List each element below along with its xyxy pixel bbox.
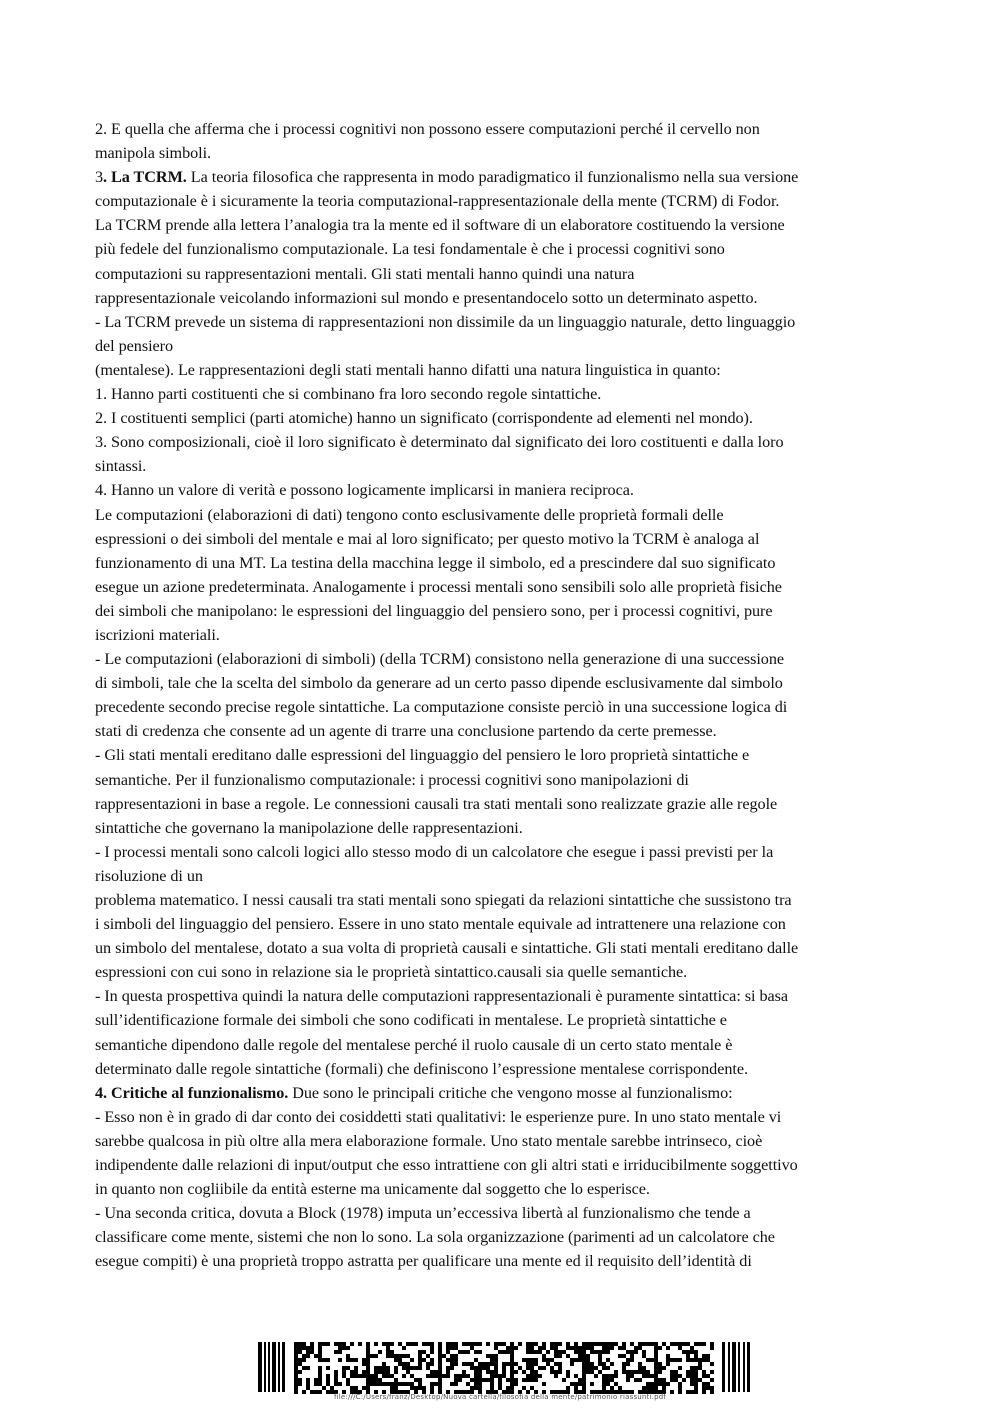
text-line: rappresentazionale veicolando informazioni sul mondo e presentandocelo sotto un determinato aspetto. bbox=[95, 288, 758, 307]
text-line: in quanto non cogliibile da entità esterne ma unicamente dal soggetto che lo esperisce. bbox=[95, 1180, 650, 1199]
barcode-graphic bbox=[258, 1340, 750, 1394]
text-line: 2. E quella che afferma che i processi cognitivi non possono essere computazioni perché il cervello non bbox=[95, 120, 760, 138]
text-line: problema matematico. I nessi causali tra stati mentali sono spiegati da relazioni sintattiche che sussistono tra bbox=[95, 891, 792, 909]
text-line: i simboli del linguaggio del pensiero. Essere in uno stato mentale equivale ad intrattenere una relazione con bbox=[95, 915, 786, 934]
text-line: funzionamento di una MT. La testina della macchina legge il simbolo, ed a prescindere dal suo significato bbox=[95, 553, 776, 572]
footer-file-path: file:///C:/Users/franz/Desktop/Nuova cartella/filosofia della mente/patrimonio riassunti.pdf bbox=[333, 1393, 667, 1401]
text-line: - Una seconda critica, dovuta a Block (1978) imputa un’eccessiva libertà al funzionalismo che tende a bbox=[95, 1204, 751, 1223]
text-line: indipendente dalle relazioni di input/output che esso intrattiene con gli altri stati e irriducibilmente soggettivo bbox=[95, 1156, 798, 1175]
section-heading: 4. Critiche al funzionalismo. bbox=[95, 1083, 289, 1102]
text-line: computazioni su rappresentazioni mentali. Gli stati mentali hanno quindi una natura bbox=[95, 264, 635, 283]
text-line: - Esso non è in grado di dar conto dei cosiddetti stati qualitativi: le esperienze pure. In uno stato mentale vi bbox=[95, 1107, 782, 1126]
text-line: espressioni con cui sono in relazione sia le proprietà sintattico.causali sia quelle semantiche. bbox=[95, 963, 688, 982]
text-line: sintassi. bbox=[95, 457, 147, 476]
text-line: 2. I costituenti semplici (parti atomiche) hanno un significato (corrispondente ad elementi nel mondo). bbox=[95, 409, 753, 428]
text-line: manipola simboli. bbox=[95, 144, 212, 163]
text-line: - Le computazioni (elaborazioni di simboli) (della TCRM) consistono nella generazione di una successione bbox=[95, 650, 785, 669]
barcode-image bbox=[258, 1340, 750, 1394]
text-line: precedente secondo precise regole sintattiche. La computazione consiste perciò in una successione logica di bbox=[95, 698, 788, 717]
text-line: dei simboli che manipolano: le espressioni del linguaggio del pensiero sono, per i processi cognitivi, pure bbox=[95, 601, 773, 620]
text-line: determinato dalle regole sintattiche (formali) che definiscono l’espressione mentalese corrispondente. bbox=[95, 1059, 748, 1078]
text-line: La TCRM prende alla lettera l’analogia tra la mente ed il software di un elaboratore costituendo la versione bbox=[95, 216, 785, 235]
text-line: - La TCRM prevede un sistema di rappresentazioni non dissimile da un linguaggio naturale, detto linguaggio bbox=[95, 312, 796, 331]
section-number: 3 bbox=[95, 168, 104, 187]
text-line: espressioni o dei simboli del mentale e mai al loro significato; per questo motivo la TCRM è analoga al bbox=[95, 529, 760, 548]
text-line: - I processi mentali sono calcoli logici allo stesso modo di un calcolatore che esegue i passi previsti per la bbox=[95, 842, 774, 861]
section-text: Due sono le principali critiche che vengono mosse al funzionalismo: bbox=[288, 1083, 733, 1102]
text-line: semantiche. Per il funzionalismo computazionale: i processi cognitivi sono manipolazioni di bbox=[95, 770, 689, 789]
text-line: risoluzione di un bbox=[95, 866, 203, 885]
text-line: esegue compiti) è una proprietà troppo astratta per qualificare una mente ed il requisito dell’identità di bbox=[95, 1252, 752, 1271]
text-line: - Gli stati mentali ereditano dalle espressioni del linguaggio del pensiero le loro proprietà sintattiche e bbox=[95, 746, 750, 765]
text-line: - In questa prospettiva quindi la natura delle computazioni rappresentazionali è puramente sintattica: si basa bbox=[95, 987, 789, 1006]
text-line: un simbolo del mentalese, dotato a sua volta di proprietà causali e sintattiche. Gli stati mentali ereditano dalle bbox=[95, 939, 799, 958]
text-line: 1. Hanno parti costituenti che si combinano fra loro secondo regole sintattiche. bbox=[95, 385, 602, 404]
text-line: (mentalese). Le rappresentazioni degli stati mentali hanno difatti una natura linguistica in quanto: bbox=[95, 360, 721, 379]
text-line bbox=[95, 1081, 910, 1105]
text-line: rappresentazioni in base a regole. Le connessioni causali tra stati mentali sono realizzate grazie alle regole bbox=[95, 794, 778, 813]
text-line: esegue un azione predeterminata. Analogamente i processi mentali sono sensibili solo alle proprietà fisiche bbox=[95, 577, 782, 596]
text-line: stati di credenza che consente ad un agente di trarre una conclusione partendo da certe premesse. bbox=[95, 722, 717, 741]
text-line bbox=[95, 165, 910, 189]
text-line: computazionale è i sicuramente la teoria computazional-rappresentazionale della mente (TCRM) di Fodor. bbox=[95, 192, 780, 211]
text-line: semantiche dipendono dalle regole del mentalese perché il ruolo causale di un certo stato mentale è bbox=[95, 1035, 733, 1054]
text-line: di simboli, tale che la scelta del simbolo da generare ad un certo passo dipende esclusivamente dal simbolo bbox=[95, 674, 783, 693]
text-line: sull’identificazione formale dei simboli che sono codificati in mentalese. Le proprietà sintattiche e bbox=[95, 1011, 727, 1030]
text-line: classificare come mente, sistemi che non lo sono. La sola organizzazione (parimenti ad un calcolatore che bbox=[95, 1228, 775, 1247]
text-line: Le computazioni (elaborazioni di dati) tengono conto esclusivamente delle proprietà formali delle bbox=[95, 505, 724, 524]
document-body bbox=[95, 117, 910, 1274]
text-line: sintattiche che governano la manipolazione delle rappresentazioni. bbox=[95, 818, 523, 837]
text-line: sarebbe qualcosa in più oltre alla mera elaborazione formale. Uno stato mentale sarebbe intrinseco, cioè bbox=[95, 1131, 763, 1150]
section-text: La teoria filosofica che rappresenta in modo paradigmatico il funzionalismo nella sua versione bbox=[186, 168, 799, 187]
text-line: 4. Hanno un valore di verità e possono logicamente implicarsi in maniera reciproca. bbox=[95, 481, 634, 500]
text-line: del pensiero bbox=[95, 336, 174, 355]
text-line: più fedele del funzionalismo computazionale. La tesi fondamentale è che i processi cognitivi sono bbox=[95, 240, 725, 259]
text-line: 3. Sono composizionali, cioè il loro significato è determinato dal significato dei loro costituenti e dalla loro bbox=[95, 433, 784, 452]
text-line: iscrizioni materiali. bbox=[95, 625, 220, 644]
section-heading: . La TCRM. bbox=[103, 168, 187, 187]
